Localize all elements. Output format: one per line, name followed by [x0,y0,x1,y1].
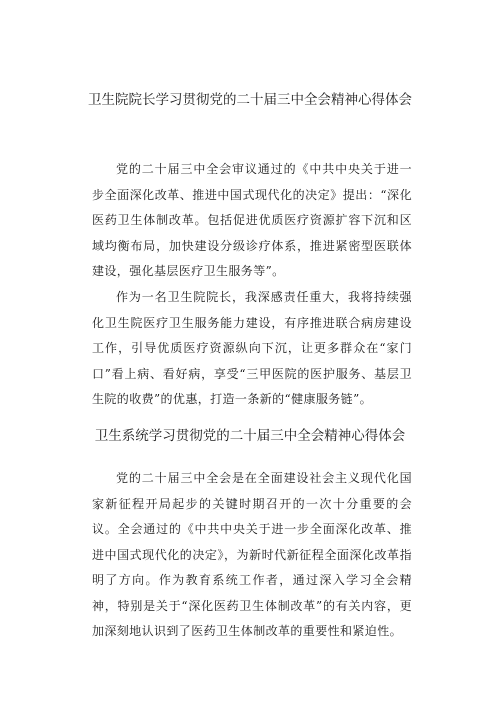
paragraph: 党的二十届三中全会审议通过的《中共中央关于进一步全面深化改革、推进中国式现代化的决定》提出：“深化医药卫生体制改革。包括促进优质医疗资源扩容下沉和区域均衡布局，加快建设分级诊疗体系，推进紧密型医联体建设，强化基层医疗卫生服务等”。 [92,162,412,278]
paragraph: 党的二十届三中全会是在全面建设社会主义现代化国家新征程开局起步的关键时期召开的一次十分重要的会议。全会通过的《中共中央关于进一步全面深化改革、推进中国式现代化的决定》，为新时代新征程全面深化改革指明了方向。作为教育系统工作者，通过深入学习全会精神，特别是关于“深化医药卫生体制改革”的有关内容，更加深刻地认识到了医药卫生体制改革的重要性和紧迫性。 [92,471,412,638]
section-title: 卫生系统学习贯彻党的二十届三中全会精神心得体会 [94,428,406,444]
section-title: 卫生院院长学习贯彻党的二十届三中全会精神心得体会 [88,92,412,108]
paragraph: 作为一名卫生院院长，我深感责任重大，我将持续强化卫生院医疗卫生服务能力建设，有序推进联合病房建设工作，引导优质医疗资源纵向下沉，让更多群众在“家门口”看上病、看好病，享受“三甲医院的医护服务、基层卫生院的收费”的优惠，打造一条新的“健康服务链”。 [92,290,412,406]
